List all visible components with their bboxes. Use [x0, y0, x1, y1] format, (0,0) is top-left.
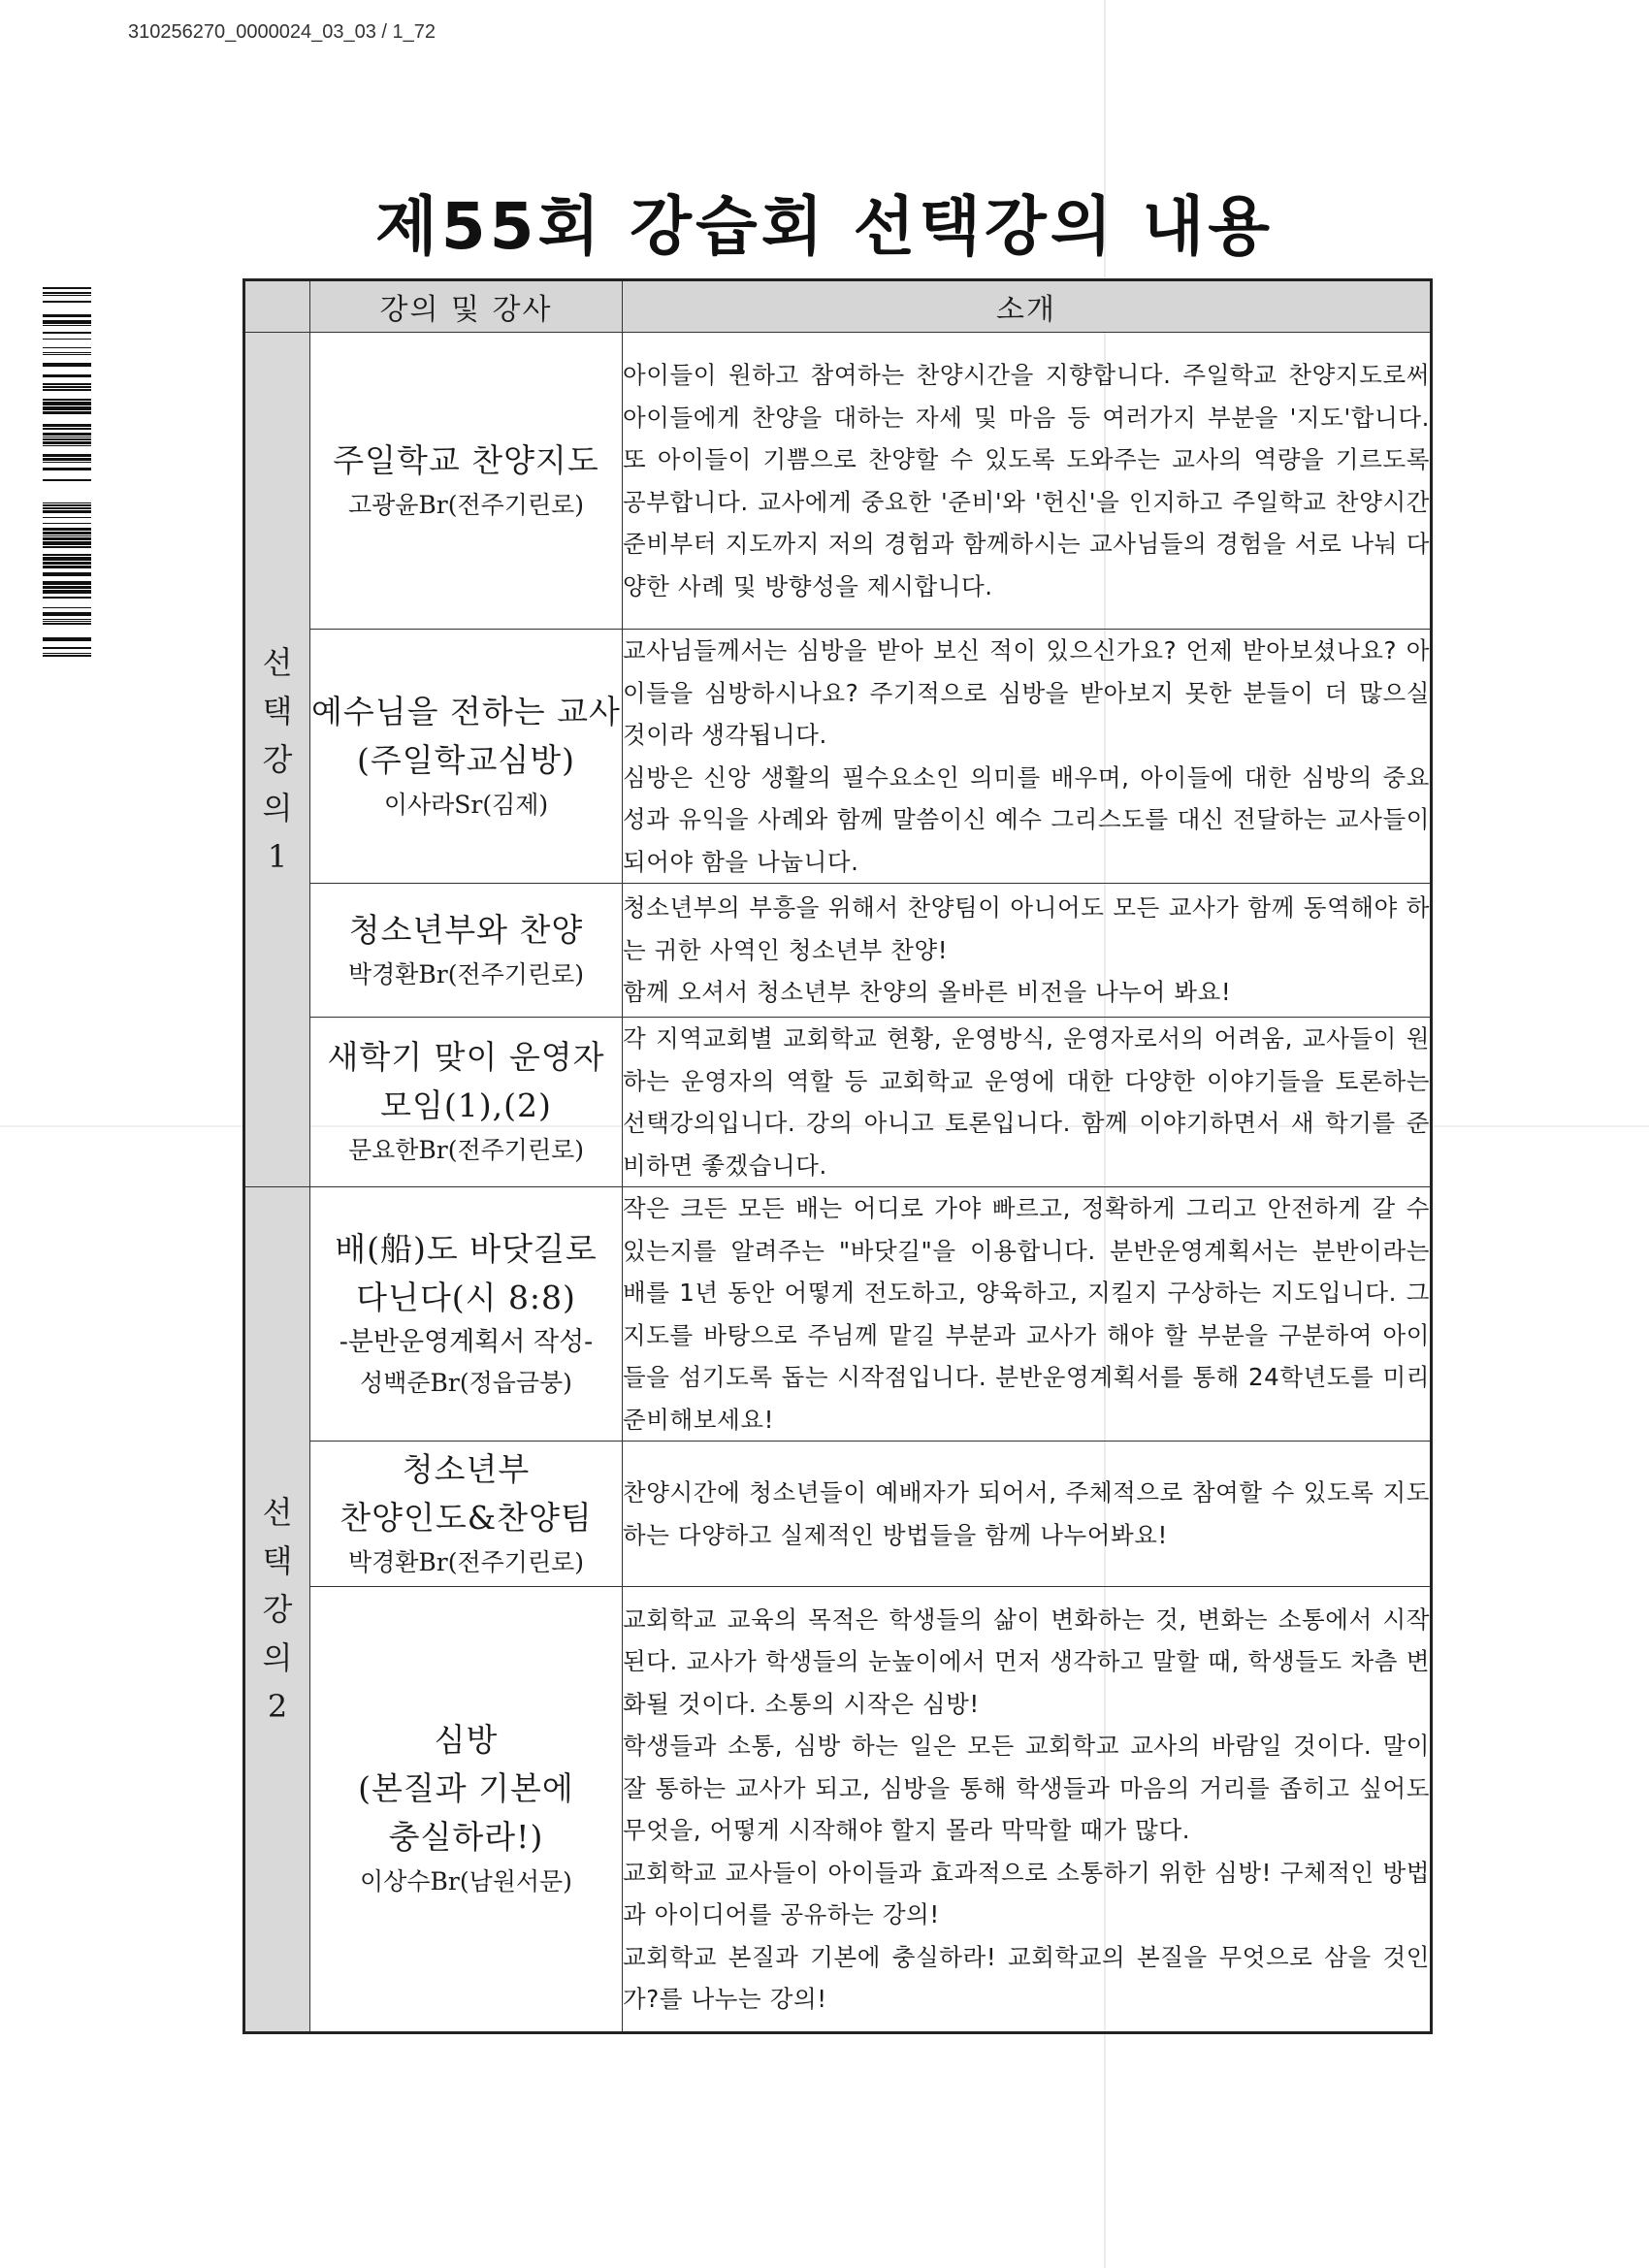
lecture-title: (본질과 기본에	[358, 1769, 574, 1807]
lecture-row	[244, 1018, 1432, 1187]
lecture-description	[623, 630, 1432, 884]
lecture-cell	[310, 1018, 623, 1187]
description-paragraph: 함께 오셔서 청소년부 찬양의 올바른 비전을 나누어 봐요!	[623, 978, 1232, 1007]
description-paragraph: 작은 크든 모든 배는 어디로 가야 빠르고, 정확하게 그리고 안전하게 갈 수 있는지를 알려주는 "바닷길"을 이용합니다. 분반운영계획서는 분반이라는 배를 1년 동안 어떻게 전도하고, 양육하고, 지킬지 구상하는 지도입니다. 그 지도를 바탕으로 주님께 맡길 부분과 교사가 해야 할 부분을 구분하여 아이들을 섬기도록 돕는 시작점입니다. 분반운영계획서를 통해 24학년도를 미리 준비해보세요!	[623, 1194, 1430, 1434]
lecture-instructor: 문요한Br(전주기린로)	[347, 1136, 585, 1164]
lecture-instructor: 성백준Br(정읍금붕)	[360, 1368, 572, 1397]
lecture-description	[623, 884, 1432, 1018]
group-label-char: 택	[262, 693, 293, 729]
lecture-title: 충실하라!)	[388, 1818, 544, 1856]
lecture-instructor: 이사라Sr(김제)	[383, 790, 549, 819]
lecture-cell	[310, 884, 623, 1018]
lecture-title: (주일학교심방)	[356, 740, 576, 779]
group-label	[244, 333, 310, 1187]
lecture-cell	[310, 333, 623, 630]
lecture-row	[244, 630, 1432, 884]
lecture-title: 예수님을 전하는 교사	[311, 692, 621, 730]
group-label-char: 선	[262, 1494, 293, 1531]
description-paragraph: 교회학교 본질과 기본에 충실하라! 교회학교의 본질을 무엇으로 삼을 것인가?를 나누는 강의!	[623, 1942, 1430, 2013]
lecture-cell	[310, 1442, 623, 1587]
lecture-cell	[310, 630, 623, 884]
barcode-image	[43, 287, 91, 661]
lecture-row	[244, 1187, 1432, 1442]
lecture-row	[244, 1442, 1432, 1587]
group-label-char: 강	[262, 741, 293, 778]
lecture-title: 모임(1),(2)	[380, 1086, 552, 1124]
lecture-cell	[310, 1587, 623, 2033]
lecture-title: 다닌다(시 8:8)	[356, 1278, 576, 1316]
header-intro: 소개	[623, 280, 1432, 333]
group-label-char: 강	[262, 1591, 293, 1628]
lecture-instructor: 이상수Br(남원서문)	[360, 1867, 572, 1895]
group-label-char: 택	[262, 1542, 293, 1579]
lecture-subtitle: -분반운영계획서 작성-	[339, 1326, 594, 1357]
lecture-title: 새학기 맞이 운영자	[327, 1038, 605, 1076]
description-paragraph: 교회학교 교육의 목적은 학생들의 삶이 변화하는 것, 변화는 소통에서 시작된다. 교사가 학생들의 눈높이에서 먼저 생각하고 말할 때, 학생들도 차츰 변화될 것이다. 소통의 시작은 심방!	[623, 1604, 1430, 1718]
lecture-title: 청소년부와 찬양	[348, 910, 584, 949]
lecture-instructor: 박경환Br(전주기린로)	[347, 1547, 585, 1576]
group-label	[244, 1187, 310, 2033]
lecture-cell	[310, 1187, 623, 1442]
lecture-description	[623, 1587, 1432, 2033]
description-paragraph: 청소년부의 부흥을 위해서 찬양팀이 아니어도 모든 교사가 함께 동역해야 하는 귀한 사역인 청소년부 찬양!	[623, 893, 1430, 964]
lecture-title: 심방	[434, 1721, 499, 1759]
lecture-row	[244, 333, 1432, 630]
lecture-row	[244, 1587, 1432, 2033]
lecture-row	[244, 884, 1432, 1018]
description-paragraph: 심방은 신앙 생활의 필수요소인 의미를 배우며, 아이들에 대한 심방의 중요성과 유익을 사례와 함께 말씀이신 예수 그리스도를 대신 전달하는 교사들이 되어야 함을 나눕니다.	[623, 762, 1430, 876]
document-id: 310256270_0000024_03_03 / 1_72	[128, 21, 436, 43]
description-paragraph: 아이들이 원하고 참여하는 찬양시간을 지향합니다. 주일학교 찬양지도로써 아이들에게 찬양을 대하는 자세 및 마음 등 여러가지 부분을 '지도'합니다. 또 아이들이 기쁨으로 찬양할 수 있도록 도와주는 교사의 역량을 기르도록 공부합니다. 교사에게 중요한 '준비'와 '헌신'을 인지하고 주일학교 찬양시간 준비부터 지도까지 저의 경험과 함께하시는 교사님들의 경험을 서로 나눠 다양한 사례 및 방향성을 제시합니다.	[623, 361, 1430, 600]
lecture-description	[623, 1442, 1432, 1587]
description-paragraph: 찬양시간에 청소년들이 예배자가 되어서, 주체적으로 참여할 수 있도록 지도하는 다양하고 실제적인 방법들을 함께 나누어봐요!	[623, 1478, 1430, 1549]
group-label-char: 1	[267, 838, 288, 875]
group-label-char: 선	[262, 644, 293, 681]
group-label-char: 2	[267, 1688, 288, 1725]
lecture-description	[623, 333, 1432, 630]
lecture-description	[623, 1018, 1432, 1187]
description-paragraph: 교사님들께서는 심방을 받아 보신 적이 있으신가요? 언제 받아보셨나요? 아이들을 심방하시나요? 주기적으로 심방을 받아보지 못한 분들이 더 많으실 것이라 생각됩니다.	[623, 636, 1430, 749]
lecture-table-body	[244, 333, 1432, 2033]
group-label-char: 의	[262, 1639, 293, 1676]
lecture-instructor: 고광윤Br(전주기린로)	[347, 490, 585, 519]
header-lecture: 강의 및 강사	[310, 280, 623, 333]
lecture-description	[623, 1187, 1432, 1442]
lecture-instructor: 박경환Br(전주기린로)	[347, 959, 585, 988]
description-paragraph: 학생들과 소통, 심방 하는 일은 모든 교회학교 교사의 바람일 것이다. 말이 잘 통하는 교사가 되고, 심방을 통해 학생들과 마음의 거리를 좁히고 싶어도 무엇을, 어떻게 시작해야 할지 몰라 막막할 때가 많다.	[623, 1732, 1430, 1844]
header-blank	[244, 280, 310, 333]
description-paragraph: 교회학교 교사들이 아이들과 효과적으로 소통하기 위한 심방! 구체적인 방법과 아이디어를 공유하는 강의!	[623, 1858, 1430, 1928]
lecture-title: 배(船)도 바닷길로	[335, 1229, 598, 1268]
page-title: 제55회 강습회 선택강의 내용	[374, 189, 1275, 264]
lecture-title: 청소년부	[402, 1449, 531, 1488]
group-label-char: 의	[262, 790, 293, 826]
lecture-title: 찬양인도&찬양팀	[340, 1498, 593, 1537]
lecture-table	[242, 278, 1433, 2034]
lecture-title: 주일학교 찬양지도	[333, 440, 599, 479]
description-paragraph: 각 지역교회별 교회학교 현황, 운영방식, 운영자로서의 어려움, 교사들이 원하는 운영자의 역할 등 교회학교 운영에 대한 다양한 이야기들을 토론하는 선택강의입니다. 강의 아니고 토론입니다. 함께 이야기하면서 새 학기를 준비하면 좋겠습니다.	[623, 1024, 1430, 1180]
